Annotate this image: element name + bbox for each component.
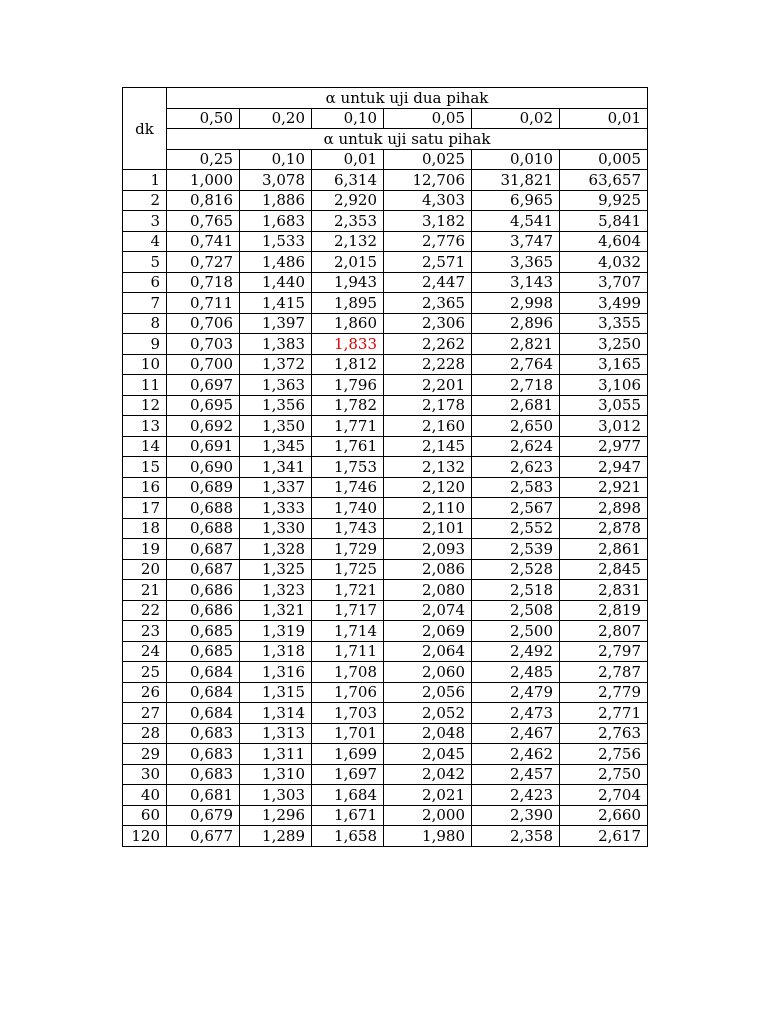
table-row <box>123 682 648 703</box>
header-row-two-tailed-label <box>123 88 648 109</box>
dk-value: 11 <box>123 375 167 396</box>
t-distribution-table <box>122 87 648 847</box>
table-cell: 0,677 <box>167 826 240 847</box>
table-row <box>123 785 648 806</box>
table-cell: 9,925 <box>560 190 648 211</box>
table-cell: 0,741 <box>167 231 240 252</box>
table-cell: 2,423 <box>472 785 560 806</box>
table-cell: 2,048 <box>384 723 472 744</box>
table-cell: 3,707 <box>560 272 648 293</box>
table-row <box>123 252 648 273</box>
dk-value: 2 <box>123 190 167 211</box>
table-cell: 2,086 <box>384 559 472 580</box>
table-cell: 2,500 <box>472 621 560 642</box>
table-row <box>123 559 648 580</box>
table-cell: 1,708 <box>312 662 384 683</box>
table-cell: 1,684 <box>312 785 384 806</box>
table-cell: 0,685 <box>167 641 240 662</box>
two-tailed-alpha: 0,10 <box>312 108 384 129</box>
table-cell: 1,313 <box>240 723 312 744</box>
dk-value: 12 <box>123 395 167 416</box>
table-cell: 3,165 <box>560 354 648 375</box>
table-cell: 1,314 <box>240 703 312 724</box>
table-cell: 1,486 <box>240 252 312 273</box>
table-cell: 0,688 <box>167 498 240 519</box>
table-cell: 1,717 <box>312 600 384 621</box>
table-cell: 1,782 <box>312 395 384 416</box>
table-cell: 0,695 <box>167 395 240 416</box>
table-cell: 1,296 <box>240 805 312 826</box>
table-row <box>123 231 648 252</box>
table-cell: 2,539 <box>472 539 560 560</box>
table-cell: 1,740 <box>312 498 384 519</box>
table-row <box>123 723 648 744</box>
table-cell: 1,812 <box>312 354 384 375</box>
table-row <box>123 436 648 457</box>
table-cell: 0,689 <box>167 477 240 498</box>
table-cell: 0,692 <box>167 416 240 437</box>
table-cell: 2,306 <box>384 313 472 334</box>
table-row <box>123 621 648 642</box>
table-row <box>123 313 648 334</box>
table-cell: 3,499 <box>560 293 648 314</box>
dk-header: dk <box>123 88 167 170</box>
table-row <box>123 805 648 826</box>
table-cell: 2,473 <box>472 703 560 724</box>
table-cell: 2,518 <box>472 580 560 601</box>
table-cell: 1,683 <box>240 211 312 232</box>
table-row <box>123 395 648 416</box>
dk-value: 25 <box>123 662 167 683</box>
table-cell: 1,337 <box>240 477 312 498</box>
table-cell: 2,898 <box>560 498 648 519</box>
one-tailed-alpha: 0,010 <box>472 149 560 170</box>
table-cell: 2,831 <box>560 580 648 601</box>
dk-value: 30 <box>123 764 167 785</box>
table-cell: 2,821 <box>472 334 560 355</box>
table-cell: 2,617 <box>560 826 648 847</box>
dk-value: 13 <box>123 416 167 437</box>
table-cell: 1,886 <box>240 190 312 211</box>
table-cell: 2,160 <box>384 416 472 437</box>
table-cell: 0,683 <box>167 764 240 785</box>
table-row <box>123 703 648 724</box>
one-tailed-alpha: 0,025 <box>384 149 472 170</box>
two-tailed-alpha: 0,02 <box>472 108 560 129</box>
table-cell: 2,485 <box>472 662 560 683</box>
one-tailed-alpha: 0,10 <box>240 149 312 170</box>
table-cell: 1,746 <box>312 477 384 498</box>
table-row <box>123 539 648 560</box>
one-tailed-label: α untuk uji satu pihak <box>167 129 648 150</box>
dk-value: 15 <box>123 457 167 478</box>
table-cell: 2,365 <box>384 293 472 314</box>
table-cell: 1,318 <box>240 641 312 662</box>
dk-value: 19 <box>123 539 167 560</box>
table-cell: 1,315 <box>240 682 312 703</box>
table-row <box>123 764 648 785</box>
table-cell: 2,178 <box>384 395 472 416</box>
table-cell: 2,110 <box>384 498 472 519</box>
two-tailed-alpha: 0,50 <box>167 108 240 129</box>
table-cell: 1,321 <box>240 600 312 621</box>
table-cell: 6,965 <box>472 190 560 211</box>
table-cell: 1,328 <box>240 539 312 560</box>
table-row <box>123 744 648 765</box>
table-cell: 2,528 <box>472 559 560 580</box>
table-cell: 5,841 <box>560 211 648 232</box>
table-cell: 0,816 <box>167 190 240 211</box>
table-cell: 0,727 <box>167 252 240 273</box>
dk-value: 24 <box>123 641 167 662</box>
table-cell: 2,947 <box>560 457 648 478</box>
table-cell: 2,479 <box>472 682 560 703</box>
header-row-one-tailed-label <box>123 129 648 150</box>
table-row <box>123 170 648 191</box>
table-cell: 1,860 <box>312 313 384 334</box>
table-cell: 2,069 <box>384 621 472 642</box>
table-row <box>123 641 648 662</box>
table-cell: 2,920 <box>312 190 384 211</box>
table-cell: 2,771 <box>560 703 648 724</box>
table-cell: 0,706 <box>167 313 240 334</box>
table-row <box>123 293 648 314</box>
dk-value: 7 <box>123 293 167 314</box>
table-cell: 2,567 <box>472 498 560 519</box>
table-cell: 0,684 <box>167 682 240 703</box>
table-cell: 1,383 <box>240 334 312 355</box>
table-cell: 1,761 <box>312 436 384 457</box>
table-cell: 2,447 <box>384 272 472 293</box>
highlighted-cell: 1,833 <box>312 334 384 355</box>
table-cell: 3,182 <box>384 211 472 232</box>
dk-value: 28 <box>123 723 167 744</box>
table-cell: 2,845 <box>560 559 648 580</box>
table-row <box>123 498 648 519</box>
table-cell: 1,356 <box>240 395 312 416</box>
table-cell: 2,756 <box>560 744 648 765</box>
table-row <box>123 190 648 211</box>
dk-value: 23 <box>123 621 167 642</box>
table-cell: 2,583 <box>472 477 560 498</box>
dk-value: 120 <box>123 826 167 847</box>
table-cell: 1,895 <box>312 293 384 314</box>
table-cell: 3,365 <box>472 252 560 273</box>
table-cell: 0,700 <box>167 354 240 375</box>
table-cell: 2,508 <box>472 600 560 621</box>
table-cell: 2,571 <box>384 252 472 273</box>
table-cell: 12,706 <box>384 170 472 191</box>
table-cell: 2,878 <box>560 518 648 539</box>
table-cell: 2,042 <box>384 764 472 785</box>
table-cell: 1,658 <box>312 826 384 847</box>
table-cell: 0,688 <box>167 518 240 539</box>
table-cell: 0,687 <box>167 539 240 560</box>
table-cell: 1,671 <box>312 805 384 826</box>
table-cell: 2,080 <box>384 580 472 601</box>
table-cell: 2,390 <box>472 805 560 826</box>
dk-value: 27 <box>123 703 167 724</box>
table-cell: 2,056 <box>384 682 472 703</box>
table-cell: 2,101 <box>384 518 472 539</box>
table-cell: 1,697 <box>312 764 384 785</box>
table-cell: 1,771 <box>312 416 384 437</box>
table-cell: 2,467 <box>472 723 560 744</box>
table-cell: 3,055 <box>560 395 648 416</box>
table-row <box>123 662 648 683</box>
table-cell: 1,943 <box>312 272 384 293</box>
table-cell: 2,120 <box>384 477 472 498</box>
dk-value: 6 <box>123 272 167 293</box>
table-cell: 3,143 <box>472 272 560 293</box>
table-cell: 2,763 <box>560 723 648 744</box>
table-cell: 3,012 <box>560 416 648 437</box>
table-cell: 2,228 <box>384 354 472 375</box>
table-cell: 4,303 <box>384 190 472 211</box>
table-cell: 2,015 <box>312 252 384 273</box>
table-cell: 2,000 <box>384 805 472 826</box>
table-cell: 1,701 <box>312 723 384 744</box>
table-cell: 2,660 <box>560 805 648 826</box>
table-cell: 2,650 <box>472 416 560 437</box>
table-cell: 1,311 <box>240 744 312 765</box>
table-cell: 1,397 <box>240 313 312 334</box>
table-cell: 1,729 <box>312 539 384 560</box>
one-tailed-alpha: 0,01 <box>312 149 384 170</box>
table-cell: 2,681 <box>472 395 560 416</box>
table-cell: 4,032 <box>560 252 648 273</box>
dk-value: 20 <box>123 559 167 580</box>
table-cell: 1,330 <box>240 518 312 539</box>
table-row <box>123 457 648 478</box>
dk-value: 10 <box>123 354 167 375</box>
table-row <box>123 477 648 498</box>
dk-value: 14 <box>123 436 167 457</box>
table-cell: 2,145 <box>384 436 472 457</box>
two-tailed-alpha: 0,01 <box>560 108 648 129</box>
table-cell: 0,685 <box>167 621 240 642</box>
table-cell: 1,440 <box>240 272 312 293</box>
table-cell: 0,703 <box>167 334 240 355</box>
table-cell: 2,807 <box>560 621 648 642</box>
table-cell: 1,753 <box>312 457 384 478</box>
table-cell: 2,492 <box>472 641 560 662</box>
two-tailed-alpha: 0,05 <box>384 108 472 129</box>
table-cell: 1,319 <box>240 621 312 642</box>
table-row <box>123 580 648 601</box>
table-cell: 1,714 <box>312 621 384 642</box>
dk-value: 9 <box>123 334 167 355</box>
table-row <box>123 211 648 232</box>
one-tailed-alpha: 0,005 <box>560 149 648 170</box>
table-cell: 0,683 <box>167 744 240 765</box>
table-row <box>123 416 648 437</box>
table-cell: 0,690 <box>167 457 240 478</box>
table-cell: 2,819 <box>560 600 648 621</box>
table-cell: 1,303 <box>240 785 312 806</box>
one-tailed-alpha: 0,25 <box>167 149 240 170</box>
table-cell: 63,657 <box>560 170 648 191</box>
table-cell: 4,541 <box>472 211 560 232</box>
table-cell: 0,697 <box>167 375 240 396</box>
table-cell: 0,681 <box>167 785 240 806</box>
table-cell: 3,355 <box>560 313 648 334</box>
table-cell: 2,353 <box>312 211 384 232</box>
table-cell: 2,797 <box>560 641 648 662</box>
table-cell: 0,686 <box>167 600 240 621</box>
table-cell: 2,921 <box>560 477 648 498</box>
table-cell: 0,686 <box>167 580 240 601</box>
dk-value: 26 <box>123 682 167 703</box>
table-row <box>123 272 648 293</box>
table-cell: 6,314 <box>312 170 384 191</box>
table-cell: 1,706 <box>312 682 384 703</box>
table-cell: 31,821 <box>472 170 560 191</box>
table-cell: 0,679 <box>167 805 240 826</box>
table-cell: 4,604 <box>560 231 648 252</box>
table-cell: 1,796 <box>312 375 384 396</box>
table-cell: 2,093 <box>384 539 472 560</box>
table-cell: 3,747 <box>472 231 560 252</box>
table-row <box>123 518 648 539</box>
table-cell: 2,132 <box>312 231 384 252</box>
table-cell: 0,691 <box>167 436 240 457</box>
dk-value: 4 <box>123 231 167 252</box>
table-cell: 1,533 <box>240 231 312 252</box>
table-cell: 2,776 <box>384 231 472 252</box>
table-cell: 1,333 <box>240 498 312 519</box>
table-cell: 0,684 <box>167 703 240 724</box>
table-cell: 1,725 <box>312 559 384 580</box>
table-cell: 1,289 <box>240 826 312 847</box>
table-cell: 3,250 <box>560 334 648 355</box>
table-cell: 2,462 <box>472 744 560 765</box>
table-cell: 1,703 <box>312 703 384 724</box>
table-cell: 0,711 <box>167 293 240 314</box>
table-cell: 0,683 <box>167 723 240 744</box>
table-cell: 2,750 <box>560 764 648 785</box>
header-row-one-tailed-alphas <box>123 149 648 170</box>
table-cell: 1,363 <box>240 375 312 396</box>
table-cell: 1,350 <box>240 416 312 437</box>
dk-value: 17 <box>123 498 167 519</box>
table-cell: 2,457 <box>472 764 560 785</box>
two-tailed-label: α untuk uji dua pihak <box>167 88 648 109</box>
table-cell: 2,552 <box>472 518 560 539</box>
table-cell: 2,358 <box>472 826 560 847</box>
table-cell: 2,262 <box>384 334 472 355</box>
table-cell: 2,132 <box>384 457 472 478</box>
header-row-two-tailed-alphas <box>123 108 648 129</box>
table-cell: 0,687 <box>167 559 240 580</box>
dk-value: 8 <box>123 313 167 334</box>
dk-value: 1 <box>123 170 167 191</box>
table-cell: 1,743 <box>312 518 384 539</box>
table-cell: 1,415 <box>240 293 312 314</box>
dk-value: 16 <box>123 477 167 498</box>
dk-value: 60 <box>123 805 167 826</box>
table-cell: 1,980 <box>384 826 472 847</box>
table-cell: 2,787 <box>560 662 648 683</box>
table-cell: 2,977 <box>560 436 648 457</box>
table-row <box>123 354 648 375</box>
table-cell: 1,000 <box>167 170 240 191</box>
table-cell: 0,718 <box>167 272 240 293</box>
table-cell: 1,323 <box>240 580 312 601</box>
dk-value: 18 <box>123 518 167 539</box>
table-cell: 2,704 <box>560 785 648 806</box>
table-cell: 2,064 <box>384 641 472 662</box>
dk-value: 22 <box>123 600 167 621</box>
table-cell: 2,998 <box>472 293 560 314</box>
table-cell: 2,861 <box>560 539 648 560</box>
dk-value: 3 <box>123 211 167 232</box>
dk-value: 21 <box>123 580 167 601</box>
table-row <box>123 826 648 847</box>
table-cell: 1,699 <box>312 744 384 765</box>
table-cell: 2,052 <box>384 703 472 724</box>
table-cell: 3,078 <box>240 170 312 191</box>
table-cell: 1,316 <box>240 662 312 683</box>
dk-value: 29 <box>123 744 167 765</box>
table-row <box>123 600 648 621</box>
table-cell: 1,721 <box>312 580 384 601</box>
table-row <box>123 334 648 355</box>
table-cell: 1,341 <box>240 457 312 478</box>
table-cell: 2,896 <box>472 313 560 334</box>
table-cell: 2,060 <box>384 662 472 683</box>
table-cell: 2,779 <box>560 682 648 703</box>
table-cell: 2,764 <box>472 354 560 375</box>
table-cell: 1,372 <box>240 354 312 375</box>
table-cell: 1,325 <box>240 559 312 580</box>
table-cell: 1,711 <box>312 641 384 662</box>
table-cell: 2,201 <box>384 375 472 396</box>
two-tailed-alpha: 0,20 <box>240 108 312 129</box>
table-cell: 2,624 <box>472 436 560 457</box>
table-cell: 1,345 <box>240 436 312 457</box>
table-cell: 2,045 <box>384 744 472 765</box>
table-cell: 2,074 <box>384 600 472 621</box>
table-cell: 0,684 <box>167 662 240 683</box>
dk-value: 40 <box>123 785 167 806</box>
table-cell: 1,310 <box>240 764 312 785</box>
table-cell: 3,106 <box>560 375 648 396</box>
table-cell: 2,623 <box>472 457 560 478</box>
table-cell: 2,718 <box>472 375 560 396</box>
table-cell: 0,765 <box>167 211 240 232</box>
table-cell: 2,021 <box>384 785 472 806</box>
table-row <box>123 375 648 396</box>
dk-value: 5 <box>123 252 167 273</box>
